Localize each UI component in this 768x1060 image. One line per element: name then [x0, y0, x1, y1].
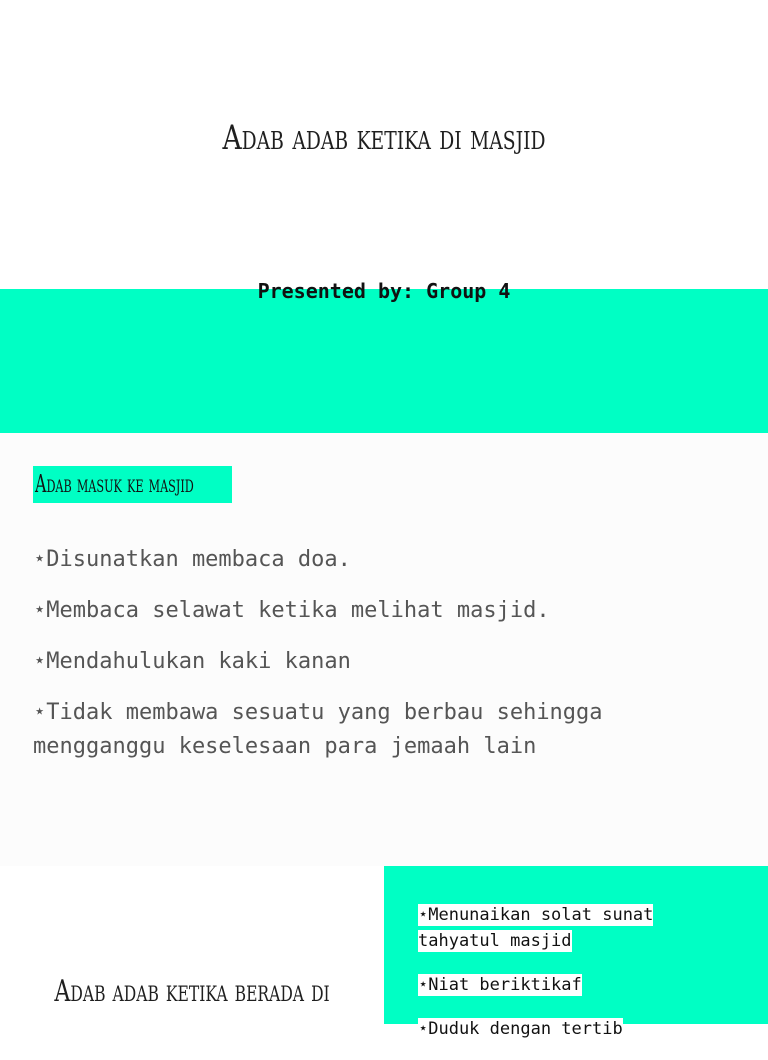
accent-panel — [384, 866, 768, 1039]
bullet-list — [33, 543, 733, 781]
bullet-item-text: ⋆Menunaikan solat sunat tahyatul masjid — [418, 905, 654, 951]
slide-heading-highlight — [33, 466, 232, 503]
slide-title — [0, 0, 768, 433]
slide-heading-text: Adab adab ketika berada di — [54, 974, 330, 1009]
slide-heading: Adab masuk ke masjid — [35, 470, 194, 498]
bullet-item: ⋆Tidak membawa sesuatu yang berbau sehingga mengganggu keselesaan para jemaah lain — [33, 700, 603, 759]
bullet-item — [418, 972, 708, 998]
accent-band — [0, 289, 768, 433]
slide-heading — [0, 974, 384, 1009]
bullet-item: ⋆Membaca selawat ketika melihat masjid. — [33, 598, 550, 623]
slide-adab-berada — [0, 866, 768, 1039]
slide-adab-masuk — [0, 433, 768, 866]
bullet-item: ⋆Disunatkan membaca doa. — [33, 547, 351, 572]
presented-by-text: Presented by: Group 4 — [257, 279, 511, 303]
bullet-item-text: ⋆Niat beriktikaf — [418, 975, 582, 995]
bullet-list — [418, 902, 708, 1060]
bullet-item-text: ⋆Duduk dengan tertib — [418, 1019, 623, 1039]
bullet-item — [418, 902, 708, 954]
bullet-item — [418, 1016, 708, 1042]
slide-title-heading: Adab adab ketika di masjid — [222, 118, 546, 158]
bullet-item: ⋆Mendahulukan kaki kanan — [33, 649, 351, 674]
